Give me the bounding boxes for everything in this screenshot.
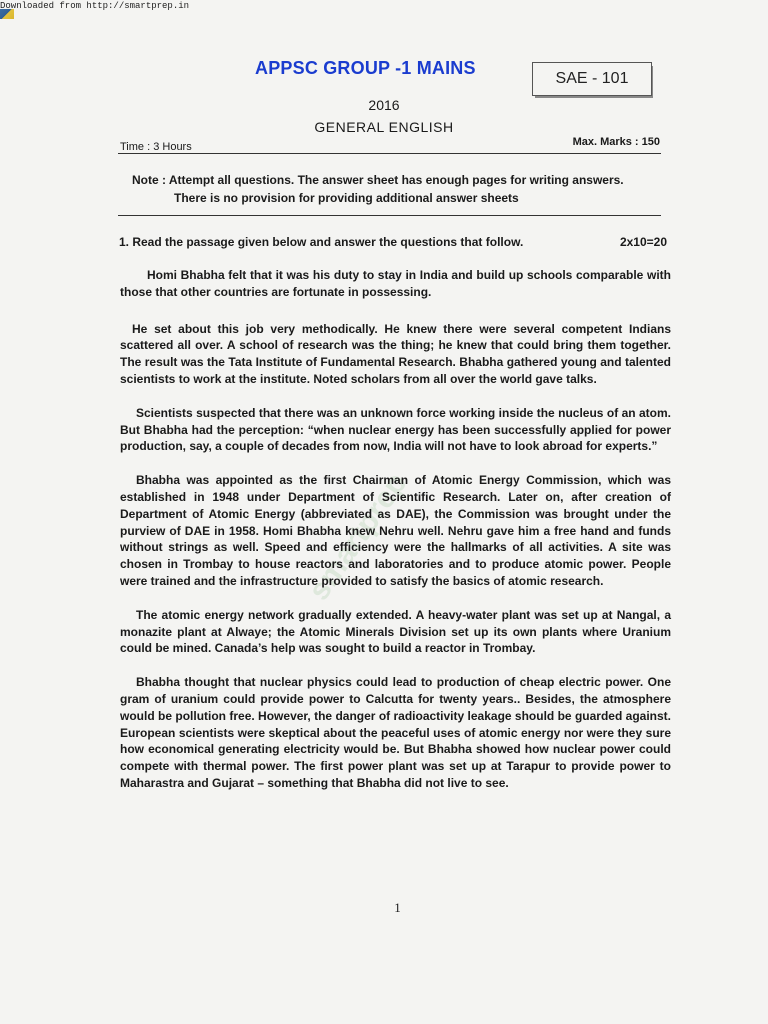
max-marks: Max. Marks : 150 [572,136,660,148]
time-allowed: Time : 3 Hours [120,141,192,153]
paper-code-box: SAE - 101 [532,62,652,96]
watermark: smartprep [302,467,414,607]
passage-paragraph: Bhabha thought that nuclear physics could lead to production of cheap electric power. One gram of uranium could provide power to Calcutta for twenty years.. Besides, the atmosphere would be pollution free. However, the danger of radioactivity leakage should be guarded against. European scientists were skeptical about the peaceful uses of atomic energy nor were they sure how economical generating electricity would be. But Bhabha showed how nuclear power could compete with thermal power. The first power plant was set up at Tarapur to provide power to Maharastra and Gujarat – something that Bhabha did not live to see. [120,675,671,790]
passage-paragraph: He set about this job very methodically. He knew there were several competent Indians scattered all over. A school of research was the thing; he knew that could bring them together. The result was the Tata Institute of Fundamental Research. Bhabha gathered young and talented scientists to work at the institute. Noted scholars from all over the world gave talks. [120,321,671,386]
page-number: 1 [394,900,401,915]
note-divider [118,215,661,216]
passage-paragraph: Bhabha was appointed as the first Chairman of Atomic Energy Commission, which was established in 1948 under Department of Scientific Research. Later on, after creation of Department of Atomic Energy (abbreviated as DAE), the Commission was brought under the purview of DAE in 1958. Homi Bhabha knew Nehru well. Nehru gave him a free hand and funds without strings as well. Speed and efficiency were the hallmarks of all activities. A site was chosen in Trombay to house reactors and laboratories and to produce atomic power. People were trained and the infrastructure provided to satisfy the basics of atomic research. [120,473,671,588]
exam-title: APPSC GROUP -1 MAINS [255,58,476,78]
download-source-note: Downloaded from http://smartprep.in [0,1,190,11]
exam-year: 2016 [368,97,400,113]
question-heading [119,235,667,249]
reading-passage [120,267,671,809]
header-divider [118,153,661,154]
note-line-1: Note : Attempt all questions. The answer sheet has enough pages for writing answers. [132,173,624,187]
instructions-note [132,171,672,207]
question-marks: 2x10=20 [619,235,667,249]
subject-title: GENERAL ENGLISH [314,119,454,135]
question-text: 1. Read the passage given below and answer the questions that follow. [119,235,524,249]
passage-paragraph: The atomic energy network gradually extended. A heavy-water plant was set up at Nangal, a monazite plant at Alwaye; the Atomic Minerals Division set up its own plants where Uranium could be mined. Canada’s help was sought to build a reactor in Trombay. [120,607,671,656]
note-line-2: There is no provision for providing additional answer sheets [174,191,519,205]
passage-paragraph: Scientists suspected that there was an unknown force working inside the nucleus of an atom. But Bhabha had the perception: “when nuclear energy has been successfully applied for power production, say, a couple of decades from now, India will not have to look abroad for experts.” [120,405,671,454]
passage-paragraph: Homi Bhabha felt that it was his duty to stay in India and build up schools comparable with those that other countries are fortunate in possessing. [120,268,671,299]
